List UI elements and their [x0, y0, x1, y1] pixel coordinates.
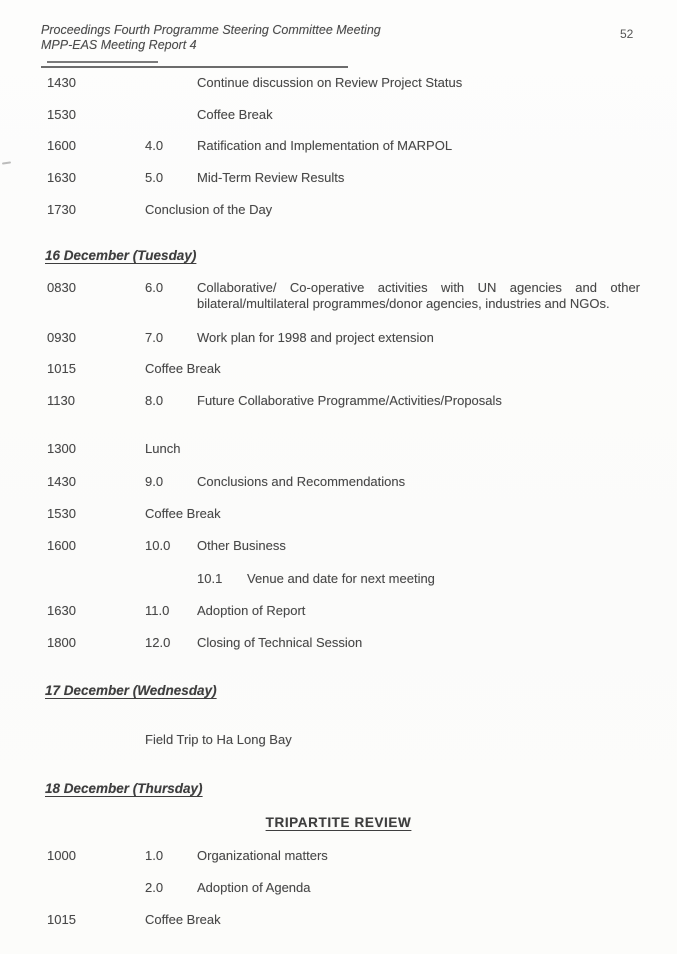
time-label: 1630 [47, 603, 76, 618]
item-number: 11.0 [145, 603, 170, 618]
time-label: 1430 [47, 75, 76, 90]
item-text: Lunch [145, 441, 181, 456]
time-label: 1730 [47, 202, 76, 217]
time-label: 1530 [47, 506, 76, 521]
item-text: Conclusions and Recommendations [197, 474, 406, 489]
item-number: 1.0 [145, 848, 164, 863]
item-text: Ratification and Implementation of MARPOL [197, 138, 453, 153]
running-header-line1: Proceedings Fourth Programme Steering Committee Meeting [41, 23, 381, 37]
time-label: 1600 [47, 138, 76, 153]
item-text: Coffee Break [197, 107, 273, 122]
item-text: Coffee Break [145, 506, 221, 521]
item-text: Mid-Term Review Results [197, 170, 345, 185]
item-number: 4.0 [145, 138, 164, 153]
section-title: TRIPARTITE REVIEW [265, 815, 412, 830]
item-text: Venue and date for next meeting [247, 571, 435, 586]
day-heading: 18 December (Thursday) [45, 781, 203, 796]
item-number: 10.1 [197, 571, 223, 586]
time-label: 1600 [47, 538, 76, 553]
item-number: 12.0 [145, 635, 171, 650]
item-text: Organizational matters [197, 848, 328, 863]
item-text: Future Collaborative Programme/Activities/Proposals [197, 393, 502, 408]
item-text: Continue discussion on Review Project Status [197, 75, 463, 90]
item-number: 8.0 [145, 393, 164, 408]
item-text: Field Trip to Ha Long Bay [145, 732, 292, 747]
item-number: 5.0 [145, 170, 164, 185]
item-text: Adoption of Agenda [197, 880, 311, 895]
item-text: Coffee Break [145, 912, 221, 927]
item-number: 6.0 [145, 280, 164, 295]
running-header-line2: MPP-EAS Meeting Report 4 [41, 38, 197, 52]
time-label: 0930 [47, 330, 76, 345]
time-label: 0830 [47, 280, 76, 295]
item-number: 10.0 [145, 538, 171, 553]
item-text: Collaborative/ Co-operative activities with UN agencies and other bilateral/multilateral programmes/donor agencies, industries and NGOs. [197, 280, 640, 311]
item-number: 7.0 [145, 330, 164, 345]
time-label: 1630 [47, 170, 76, 185]
time-label: 1000 [47, 848, 76, 863]
item-text: Work plan for 1998 and project extension [197, 330, 434, 345]
time-label: 1300 [47, 441, 76, 456]
item-text: Coffee Break [145, 361, 221, 376]
time-label: 1800 [47, 635, 76, 650]
item-number: 9.0 [145, 474, 164, 489]
item-text: Adoption of Report [197, 603, 306, 618]
time-label: 1015 [47, 361, 76, 376]
time-label: 1130 [47, 393, 75, 408]
time-label: 1530 [47, 107, 76, 122]
day-heading: 16 December (Tuesday) [45, 248, 197, 263]
day-heading: 17 December (Wednesday) [45, 683, 217, 698]
time-label: 1015 [47, 912, 76, 927]
page-number: 52 [620, 27, 634, 41]
time-label: 1430 [47, 474, 76, 489]
item-text: Other Business [197, 538, 286, 553]
item-text: Conclusion of the Day [145, 202, 273, 217]
item-number: 2.0 [145, 880, 164, 895]
item-text: Closing of Technical Session [197, 635, 363, 650]
